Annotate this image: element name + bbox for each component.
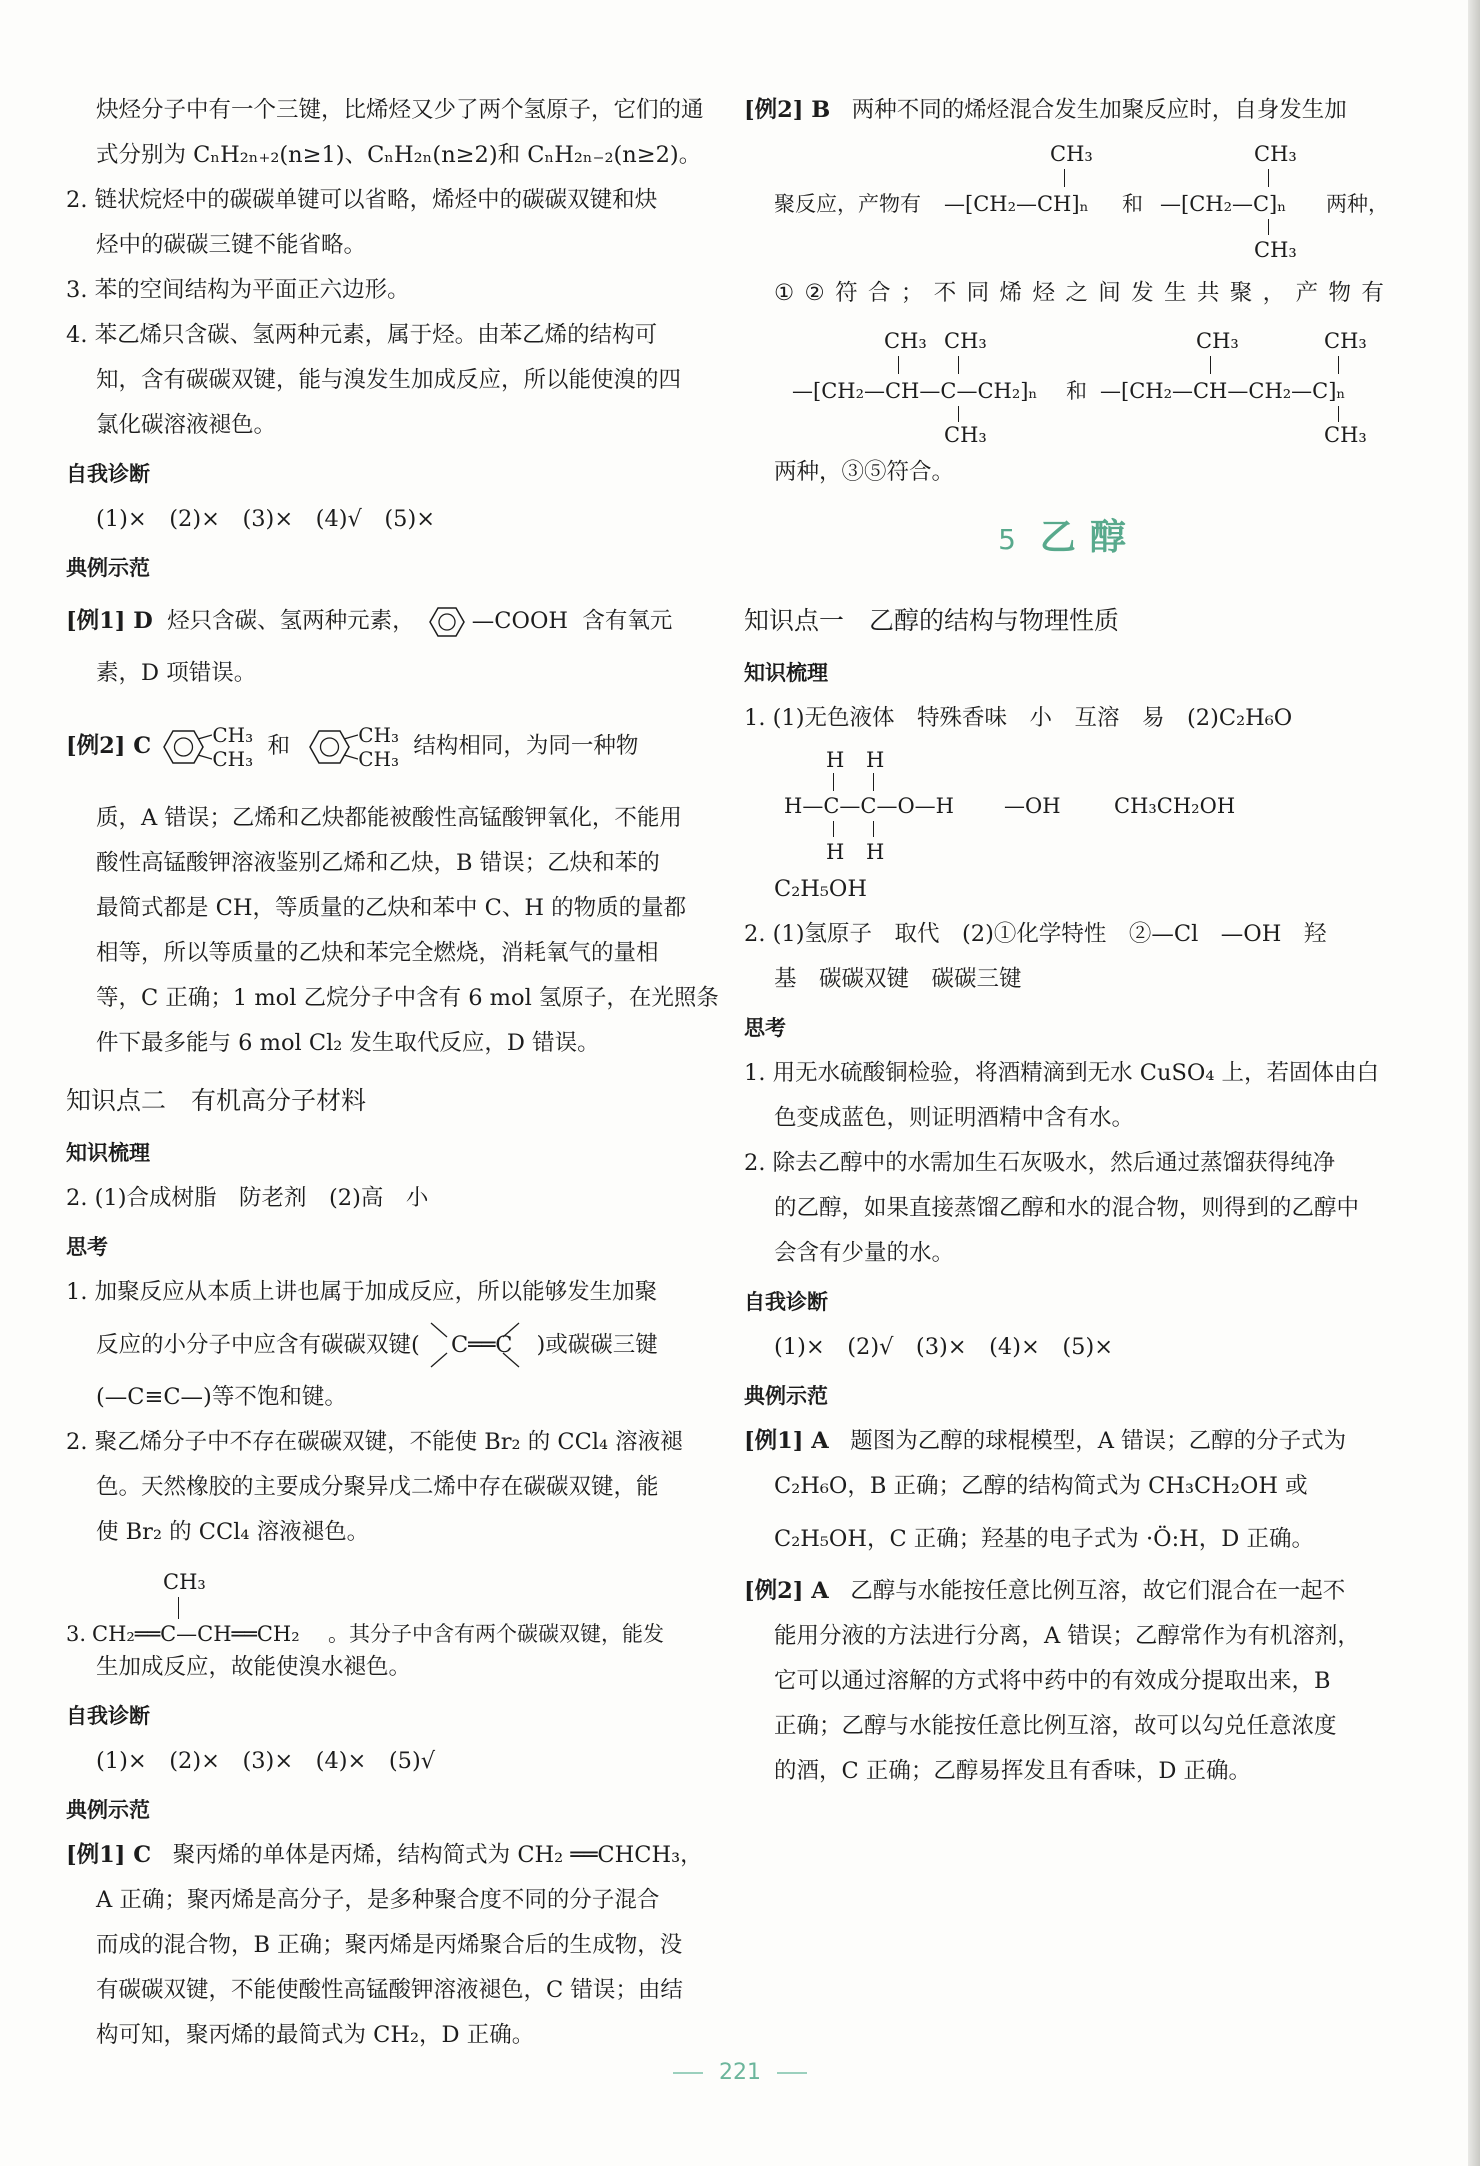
text-line: 等，C 正确；1 mol 乙烷分子中含有 6 mol 氢原子，在光照条 (96, 985, 719, 1011)
h-atom: H (826, 748, 845, 772)
text-line: 氯化碳溶液褪色。 (96, 412, 277, 438)
example-a1 (744, 1419, 1394, 1464)
h-atom: H (826, 840, 845, 864)
ch3-label: CH₃ (358, 747, 400, 771)
ethanol-chain: H—C—C—O—H (784, 794, 954, 818)
chapter-title (744, 515, 1394, 562)
text-line: (—C≡C—)等不饱和键。 (96, 1384, 347, 1410)
text-line: 两种，③⑤符合。 (774, 459, 955, 485)
chapter-name: 乙醇 (1039, 517, 1140, 558)
text-span: 和 (267, 733, 290, 759)
text-span: 。其分子中含有两个碳碳双键，能发 (328, 1622, 664, 1646)
heading-examples: 典例示范 (66, 556, 150, 580)
example-3 (66, 1833, 716, 1878)
text-line: 的酒，C 正确；乙醇易挥发且有香味，D 正确。 (774, 1758, 1252, 1784)
text-line: C₂H₅OH，C 正确；羟基的电子式为 ·Ö:H，D 正确。 (774, 1526, 1314, 1552)
text-line: 知，含有碳碳双键，能与溴发生加成反应，所以能使溴的四 (96, 367, 682, 393)
ch3-label: CH₃ (1324, 423, 1367, 447)
ch3-label: CH₃ (1050, 142, 1093, 166)
text-line: A 正确；聚丙烯是高分子，是多种聚合度不同的分子混合 (96, 1887, 660, 1913)
homopolymer-structures (744, 133, 1394, 262)
heading-self-test: 自我诊断 (744, 1290, 828, 1314)
text-line: 有碳碳双键，不能使酸性高锰酸钾溶液褪色，C 错误；由结 (96, 1977, 683, 2003)
h-atom: H (866, 748, 885, 772)
example-label: [例2] C (66, 733, 152, 759)
answer-line: (1)× (2)× (3)× (4)√ (5)× (96, 506, 436, 532)
text-line: 2. (1)氢原子 取代 (2)①化学特性 ②—Cl —OH 羟 (744, 921, 1327, 947)
answer-line: (1)× (2)× (3)× (4)× (5)√ (96, 1748, 436, 1774)
heading-think: 思考 (66, 1235, 108, 1259)
text-span: 反应的小分子中应含有碳碳双键( (96, 1332, 420, 1358)
heading-knowledge: 知识梳理 (744, 661, 828, 685)
heading-examples: 典例示范 (744, 1384, 828, 1408)
text-line: 1. (1)无色液体 特殊香味 小 互溶 易 (2)C₂H₆O (744, 705, 1293, 731)
left-column (66, 88, 719, 2058)
text-line: 相等，所以等质量的乙炔和苯完全燃烧，消耗氧气的量相 (96, 940, 659, 966)
ch3-label: CH₃ (944, 423, 987, 447)
double-bond-group (427, 1315, 537, 1375)
text-line: 炔烃分子中有一个三键，比烯烃又少了两个氢原子，它们的通 (96, 97, 704, 123)
item-number: 3. (66, 1622, 87, 1646)
text-line: 质，A 错误；乙烯和乙炔都能被酸性高锰酸钾氧化，不能用 (96, 805, 682, 831)
ch3-label: CH₃ (212, 747, 254, 771)
ch3-label: CH₃ (1324, 329, 1367, 353)
text-line: C₂H₆O，B 正确；乙醇的结构简式为 CH₃CH₂OH 或 (774, 1473, 1308, 1499)
page-number (0, 2060, 1480, 2085)
isoprene-structure (66, 1555, 716, 1645)
bond-line (1064, 169, 1065, 187)
answer-line: (1)× (2)√ (3)× (4)× (5)× (774, 1334, 1114, 1360)
text-span: 乙醇与水能按任意比例互溶，故它们混合在一起不 (850, 1578, 1346, 1604)
isoprene-formula: CH₂══C—CH══CH₂ (92, 1622, 300, 1646)
xylene-ring-icon (158, 723, 212, 771)
text-line: ① ② 符 合 ； 不 同 烯 烃 之 间 发 生 共 聚 ， 产 物 有 (774, 280, 1384, 306)
text-span: 烃只含碳、氢两种元素， (167, 608, 415, 634)
bond-line (873, 773, 874, 791)
text-line: 构可知，聚丙烯的最简式为 CH₂，D 正确。 (96, 2022, 535, 2048)
polymer-2: —[CH₂—C]ₙ (1160, 192, 1287, 216)
text-line: 件下最多能与 6 mol Cl₂ 发生取代反应，D 错误。 (96, 1030, 600, 1056)
bond-line (1338, 356, 1339, 374)
text-line: 烃中的碳碳三键不能省略。 (96, 232, 367, 258)
right-column (744, 88, 1394, 1794)
copolymer-1: —[CH₂—CH—C—CH₂]ₙ (792, 379, 1038, 403)
ch3-label: CH₃ (944, 329, 987, 353)
ch3-label: CH₃ (884, 329, 927, 353)
text-span: 题图为乙醇的球棍模型，A 错误；乙醇的分子式为 (850, 1428, 1347, 1454)
bond-line (898, 356, 899, 374)
text-line: 它可以通过溶解的方式将中药中的有效成分提取出来，B (774, 1668, 1331, 1694)
text-line: 正确；乙醇与水能按任意比例互溶，故可以勾兑任意浓度 (774, 1713, 1337, 1739)
text-span: 聚反应，产物有 (774, 192, 921, 216)
polymer-1: —[CH₂—CH]ₙ (944, 192, 1089, 216)
text-span: )或碳碳三键 (536, 1332, 658, 1358)
heading-knowledge: 知识梳理 (66, 1141, 150, 1165)
text-line: C₂H₅OH (774, 876, 867, 902)
text-line: 基 碳碳双键 碳碳三键 (774, 966, 1022, 992)
bond-line (833, 773, 834, 791)
text-line: 的乙醇，如果直接蒸馏乙醇和水的混合物，则得到的乙醇中 (774, 1195, 1360, 1221)
example-2 (66, 696, 716, 796)
ch3-label: CH₃ (358, 723, 400, 747)
text-span: 结构相同，为同一种物 (413, 733, 639, 759)
example-a2 (744, 1569, 1394, 1614)
heading-think: 思考 (744, 1016, 786, 1040)
text-span: 两种不同的烯烃混合发生加聚反应时，自身发生加 (851, 97, 1347, 123)
bond-line (958, 356, 959, 374)
hydroxyl-formula: —OH (1004, 794, 1061, 818)
ch3-label: CH₃ (212, 723, 254, 747)
copolymer-2: —[CH₂—CH—CH₂—C]ₙ (1100, 379, 1346, 403)
text-line: 色变成蓝色，则证明酒精中含有水。 (774, 1105, 1135, 1131)
bond-line (1268, 219, 1269, 235)
heading-self-test: 自我诊断 (66, 462, 150, 486)
bond-line (1268, 169, 1269, 187)
bond-line (1210, 356, 1211, 374)
xylene-ring-icon (304, 723, 358, 771)
example-label: [例1] C (66, 1842, 152, 1868)
text-line: 2. 聚乙烯分子中不存在碳碳双键，不能使 Br₂ 的 CCl₄ 溶液褪 (66, 1429, 683, 1455)
text-line: 会含有少量的水。 (774, 1240, 955, 1266)
text-line: 1. 用无水硫酸铜检验，将酒精滴到无水 CuSO₄ 上，若固体由白 (744, 1060, 1380, 1086)
ch3-label: CH₃ (1254, 238, 1297, 262)
text-line: 素，D 项错误。 (96, 660, 257, 686)
text-line: 3. 苯的空间结构为平面正六边形。 (66, 277, 410, 303)
text-line: 色。天然橡胶的主要成分聚异戊二烯中存在碳碳双键，能 (96, 1474, 659, 1500)
text-line: 使 Br₂ 的 CCl₄ 溶液褪色。 (96, 1519, 370, 1545)
chapter-number: 5 (998, 523, 1016, 556)
text-line: 2. 链状烷烃中的碳碳单键可以省略，烯烃中的碳碳双键和炔 (66, 187, 658, 213)
text-line: 能用分液的方法进行分离，A 错误；乙醇常作为有机溶剂， (774, 1623, 1360, 1649)
example-label: [例2] A (744, 1578, 829, 1604)
ch3-label: CH₃ (163, 1570, 206, 1594)
text-line (66, 1315, 716, 1375)
example-label: [例1] A (744, 1428, 829, 1454)
text-span: 和 (1066, 379, 1087, 403)
text-line: 式分别为 CₙH₂ₙ₊₂(n≥1)、CₙH₂ₙ(n≥2)和 CₙH₂ₙ₋₂(n≥2)。 (96, 142, 702, 168)
example-1 (66, 591, 716, 651)
cc-double-bond: C══C (450, 1332, 513, 1358)
section-title: 知识点一 乙醇的结构与物理性质 (744, 606, 1120, 635)
heading-examples: 典例示范 (66, 1798, 150, 1822)
bond-lines-icon (427, 1317, 523, 1373)
ch3-label: CH₃ (1196, 329, 1239, 353)
text-span: 含有氧元 (582, 608, 673, 634)
h-atom: H (866, 840, 885, 864)
text-line: 酸性高锰酸钾溶液鉴别乙烯和乙炔，B 错误；乙炔和苯的 (96, 850, 660, 876)
text-line: 2. 除去乙醇中的水需加生石灰吸水，然后通过蒸馏获得纯净 (744, 1150, 1336, 1176)
text-span: 和 (1122, 192, 1143, 216)
text-line: 而成的混合物，B 正确；聚丙烯是丙烯聚合后的生成物，没 (96, 1932, 683, 1958)
divider (777, 2072, 807, 2074)
page-edge (1468, 0, 1480, 2166)
bond-line (833, 821, 834, 837)
text-line: 4. 苯乙烯只含碳、氢两种元素，属于烃。由苯乙烯的结构可 (66, 322, 658, 348)
example-r (744, 88, 1394, 133)
text-span: 聚丙烯的单体是丙烯，结构简式为 CH₂ ══CHCH₃， (172, 1842, 703, 1868)
bond-line (873, 821, 874, 837)
ch3-label: CH₃ (1254, 142, 1297, 166)
text-line: 2. (1)合成树脂 防老剂 (2)高 小 (66, 1185, 429, 1211)
text-line: 1. 加聚反应从本质上讲也属于加成反应，所以能够发生加聚 (66, 1279, 658, 1305)
text-span: —COOH (471, 608, 569, 634)
ethanol-structure (784, 741, 1394, 864)
heading-self-test: 自我诊断 (66, 1704, 150, 1728)
copolymer-structures (744, 320, 1394, 447)
example-label: [例2] B (744, 97, 831, 123)
text-line: 生加成反应，故能使溴水褪色。 (96, 1654, 412, 1680)
ethanol-condensed: CH₃CH₂OH (1114, 794, 1236, 818)
bond-line (178, 1597, 179, 1619)
text-span: 两种， (1326, 192, 1389, 216)
page-number-text: 221 (719, 2060, 761, 2085)
section-title: 知识点二 有机高分子材料 (66, 1086, 367, 1115)
benzene-ring-icon (422, 600, 472, 644)
example-label: [例1] D (66, 608, 153, 634)
text-line: 最简式都是 CH，等质量的乙炔和苯中 C、H 的物质的量都 (96, 895, 687, 921)
divider (673, 2072, 703, 2074)
